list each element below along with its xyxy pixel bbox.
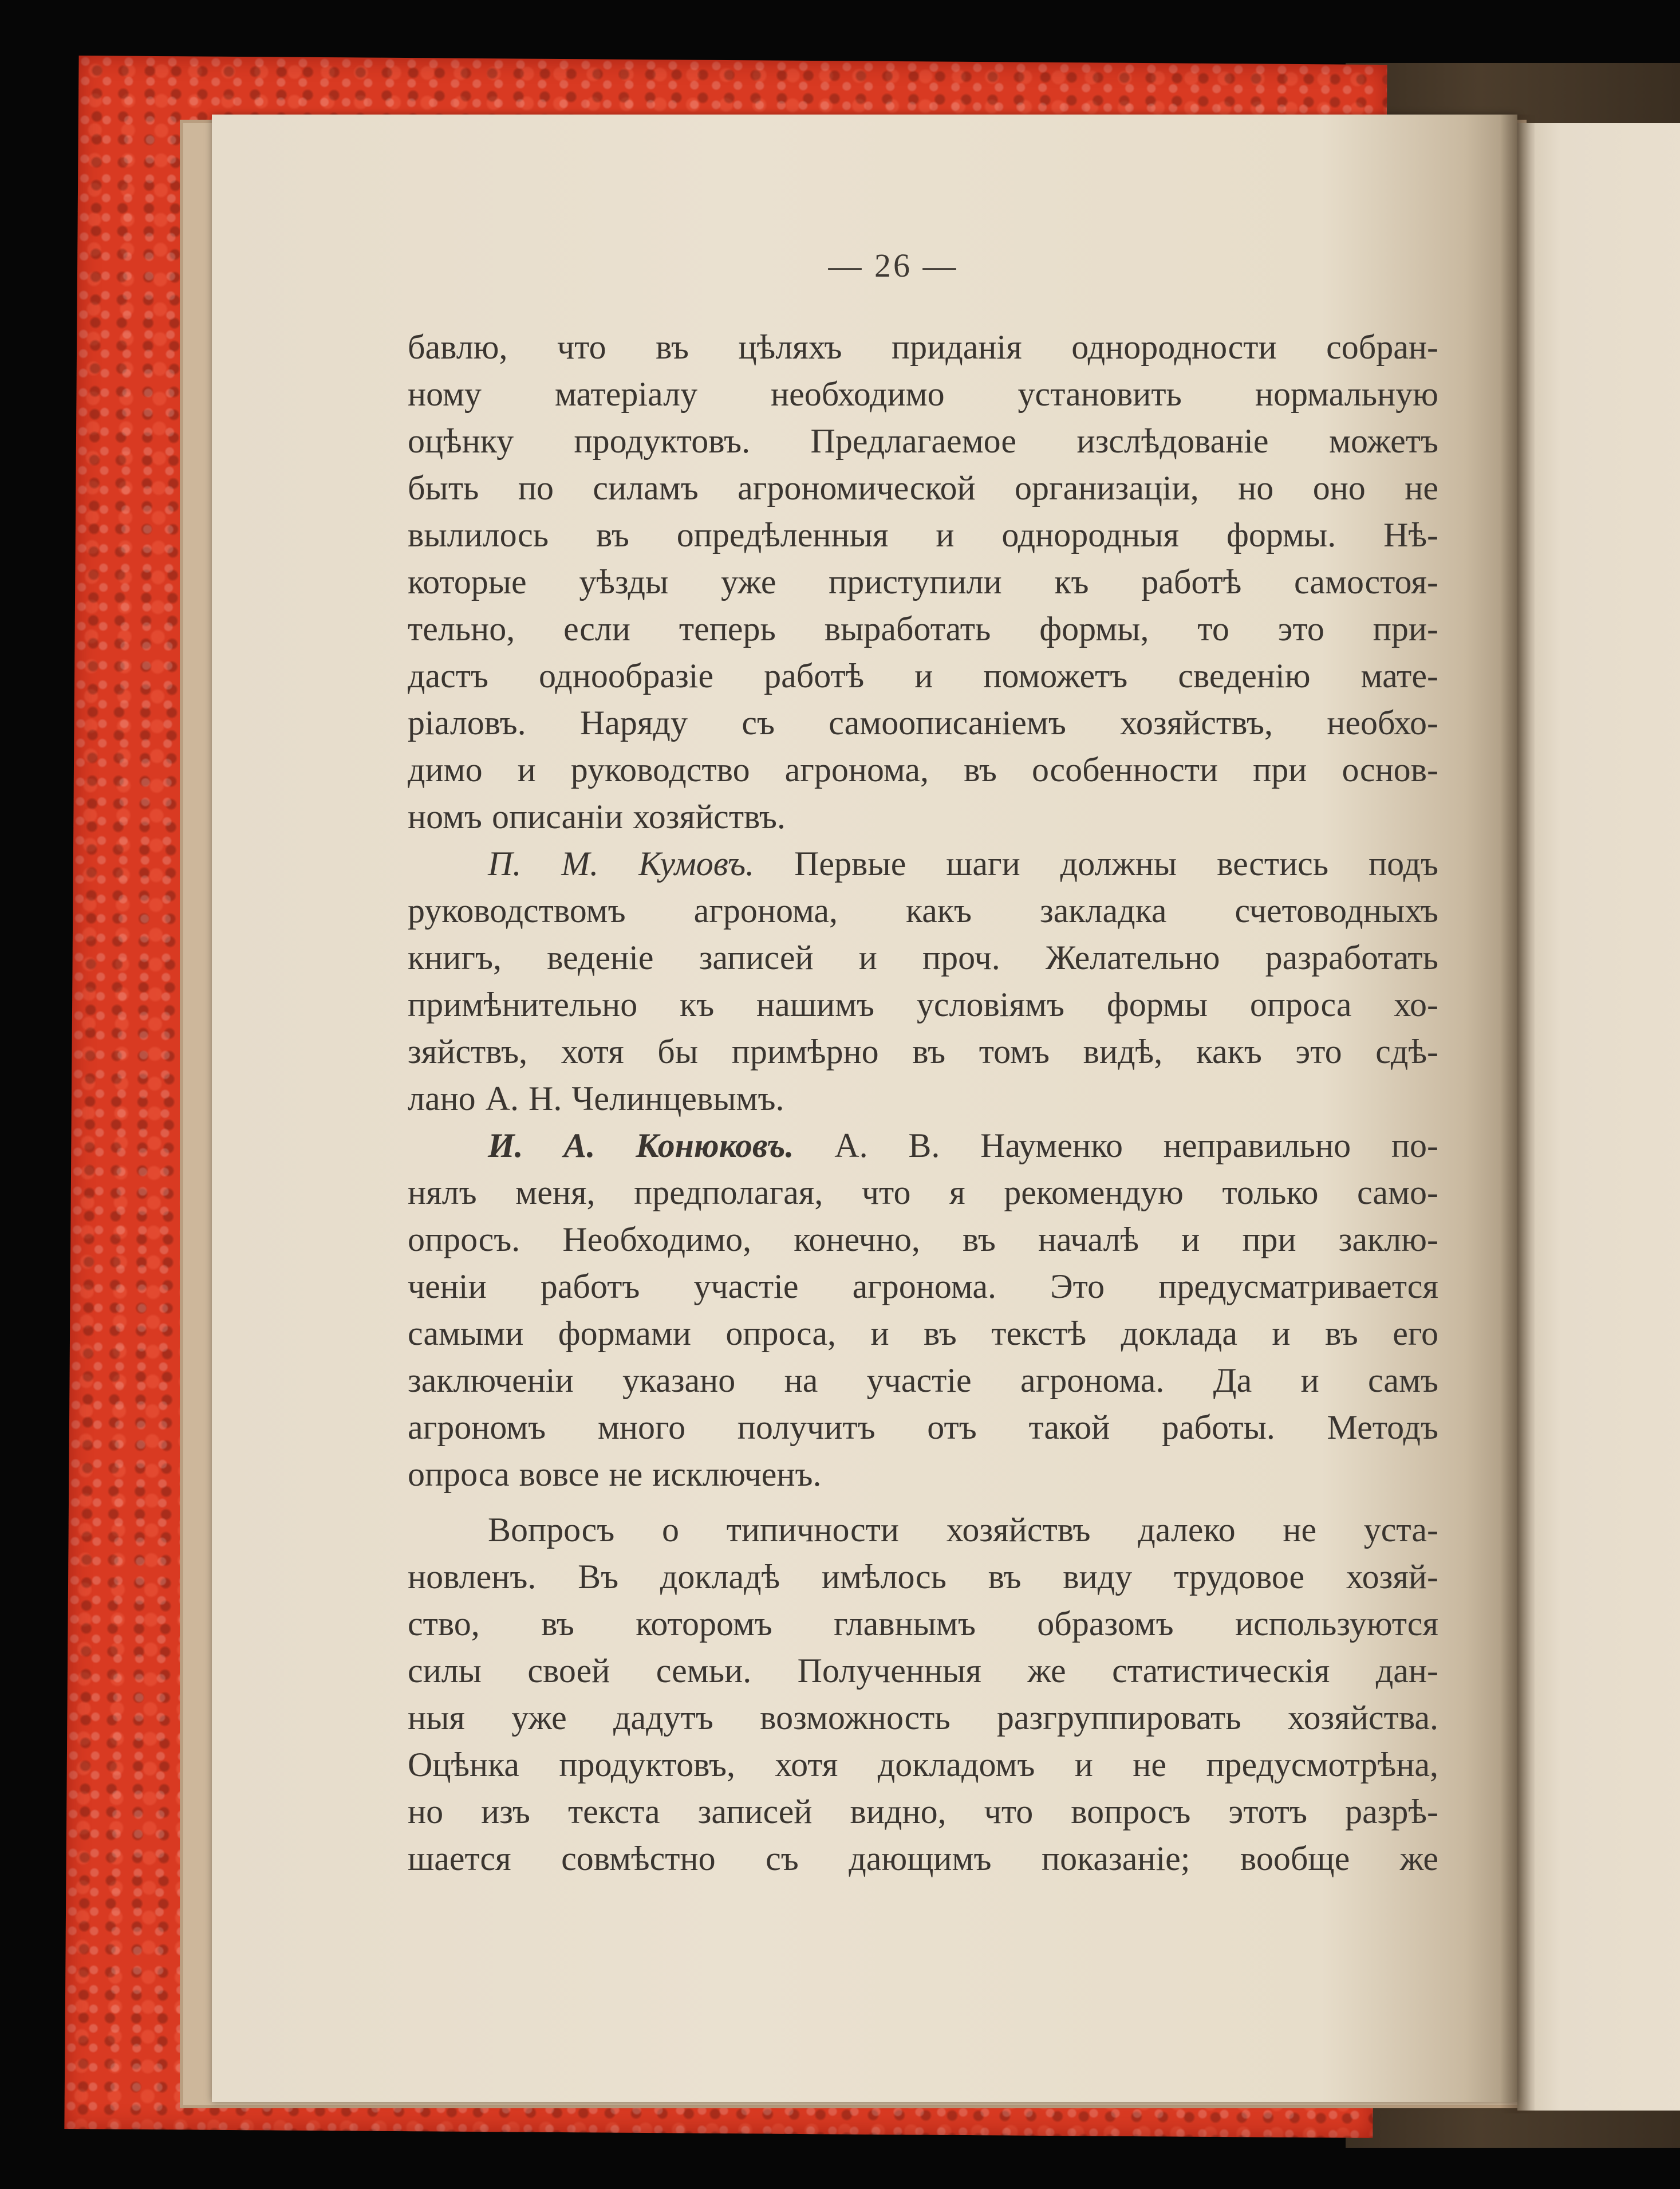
speaker-name: П. М. Кумовъ.: [488, 845, 755, 883]
text-line: лано А. Н. Челинцевымъ.: [408, 1080, 784, 1117]
text-line: которые уѣзды уже приступили къ работѣ самостоя-: [408, 563, 1438, 601]
text-line: но изъ текста записей видно, что вопросъ этотъ разрѣ-: [408, 1793, 1438, 1830]
text-line-rest: А. В. Науменко неправильно по-: [834, 1127, 1438, 1164]
text-line: ному матеріалу необходимо установить нормальную: [408, 375, 1438, 413]
text-line: самыми формами опроса, и въ текстѣ доклада и въ его: [408, 1314, 1438, 1352]
speaker-name: И. А. Конюковъ.: [488, 1127, 794, 1164]
text-line: опросъ. Необходимо, конечно, въ началѣ и при заклю-: [408, 1221, 1438, 1258]
paragraph-first-line: [488, 840, 1438, 887]
text-line: ріаловъ. Наряду съ самоописаніемъ хозяйствъ, необхо-: [408, 704, 1438, 742]
text-line: ство, въ которомъ главнымъ образомъ используются: [408, 1605, 1438, 1643]
paragraph-first-line: [488, 1122, 1438, 1169]
text-line: новленъ. Въ докладѣ имѣлось въ виду трудовое хозяй-: [408, 1558, 1438, 1596]
text-line: быть по силамъ агрономической организаціи, но оно не: [408, 469, 1438, 507]
text-line: агрономъ много получитъ отъ такой работы. Методъ: [408, 1408, 1438, 1446]
text-line: руководствомъ агронома, какъ закладка счетоводныхъ: [408, 892, 1438, 930]
text-line: Оцѣнка продуктовъ, хотя докладомъ и не предусмотрѣна,: [408, 1746, 1438, 1784]
text-line: зяйствъ, хотя бы примѣрно въ томъ видѣ, какъ это сдѣ-: [408, 1033, 1438, 1070]
text-line: дастъ однообразіе работѣ и поможетъ сведенію мате-: [408, 657, 1438, 695]
text-line: димо и руководство агронома, въ особенности при основ-: [408, 751, 1438, 789]
page-gutter: [1500, 115, 1535, 2113]
text-line: нялъ меня, предполагая, что я рекомендую только само-: [408, 1174, 1438, 1211]
text-line: оцѣнку продуктовъ. Предлагаемое изслѣдованіе можетъ: [408, 422, 1438, 460]
text-line: тельно, если теперь выработать формы, то это при-: [408, 610, 1438, 648]
page-number: — 26 —: [828, 247, 959, 284]
text-line: заключеніи указано на участіе агронома. Да и самъ: [408, 1361, 1438, 1399]
text-line: номъ описаніи хозяйствъ.: [408, 798, 786, 836]
text-line: вылилось въ опредѣленныя и однородныя формы. Нѣ-: [408, 516, 1438, 554]
text-line-rest: Первые шаги должны вестись подъ: [794, 845, 1438, 883]
text-line: Вопросъ о типичности хозяйствъ далеко не уста-: [488, 1511, 1438, 1549]
text-line: опроса вовсе не исключенъ.: [408, 1455, 822, 1493]
text-line: примѣнительно къ нашимъ условіямъ формы опроса хо-: [408, 986, 1438, 1023]
text-line: силы своей семьи. Полученныя же статистическія дан-: [408, 1652, 1438, 1690]
text-line: книгъ, веденіе записей и проч. Желательно разработать: [408, 939, 1438, 977]
facing-page: [1517, 123, 1680, 2111]
text-line: ченіи работъ участіе агронома. Это предусматривается: [408, 1267, 1438, 1305]
text-line: бавлю, что въ цѣляхъ приданія однородности собран-: [408, 328, 1438, 366]
text-line: ныя уже дадутъ возможность разгруппировать хозяйства.: [408, 1699, 1438, 1737]
text-line: шается совмѣстно съ дающимъ показаніе; вообще же: [408, 1840, 1438, 1877]
